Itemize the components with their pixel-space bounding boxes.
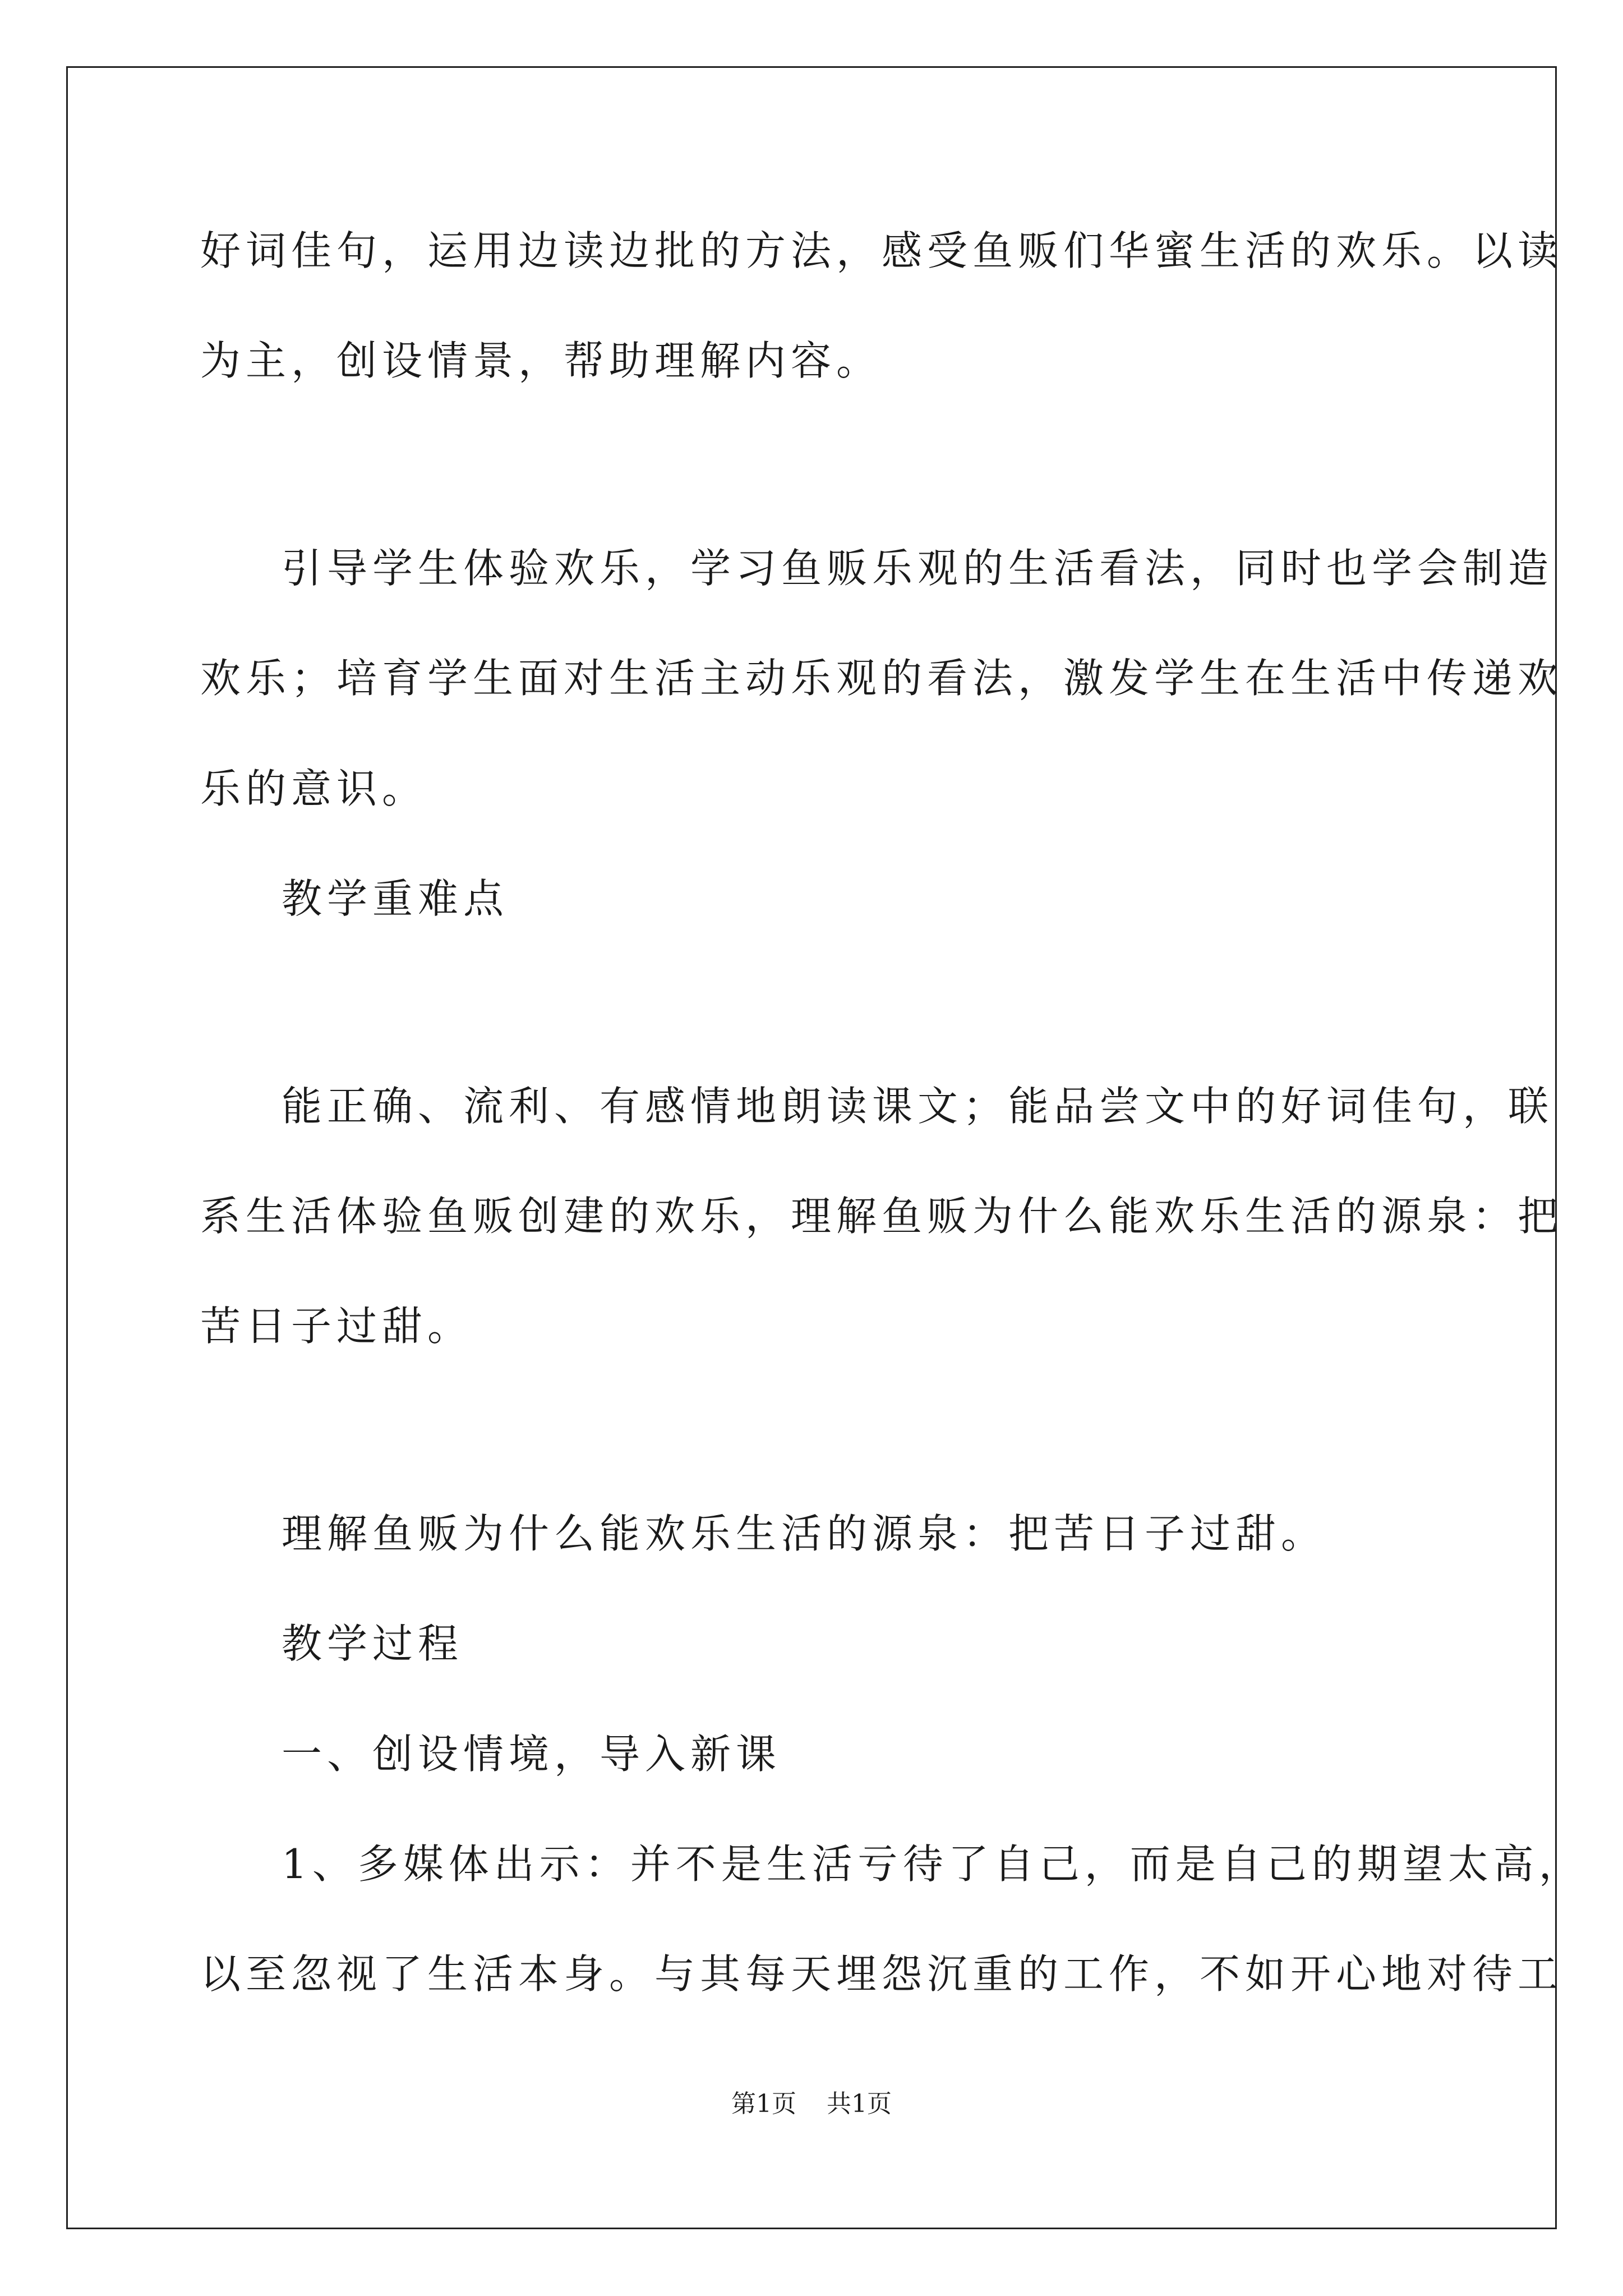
paragraph-start: 引导学生体验欢乐，学习鱼贩乐观的生活看法，同时也学会制造 [282,545,1554,592]
page-border [66,66,1557,2229]
text-line: 乐的意识。 [200,765,428,812]
section-heading: 教学过程 [282,1620,464,1667]
text-line: 以至忽视了生活本身。与其每天埋怨沉重的工作，不如开心地对待工 [200,1950,1564,1998]
section-heading: 教学重难点 [282,875,509,922]
text-line: 欢乐；培育学生面对生活主动乐观的看法，激发学生在生活中传递欢 [200,655,1564,702]
paragraph-start: 理解鱼贩为什么能欢乐生活的源泉：把苦日子过甜。 [282,1510,1327,1557]
page-number: 第1页 [731,2090,796,2118]
text-line: 苦日子过甜。 [200,1303,473,1350]
paragraph-start: 1、多媒体出示：并不是生活亏待了自己，而是自己的期望太高， [282,1841,1584,1888]
text-line: 好词佳句，运用边读边批的方法，感受鱼贩们华蜜生活的欢乐。以读 [200,227,1564,274]
text-line: 为主，创设情景，帮助理解内容。 [200,337,882,384]
subsection-heading: 一、创设情境，导入新课 [282,1731,782,1778]
text-line: 系生活体验鱼贩创建的欢乐，理解鱼贩为什么能欢乐生活的源泉：把 [200,1193,1564,1240]
page-footer [0,2087,1623,2121]
paragraph-start: 能正确、流利、有感情地朗读课文；能品尝文中的好词佳句，联 [282,1083,1554,1130]
page-total: 共1页 [827,2090,892,2118]
